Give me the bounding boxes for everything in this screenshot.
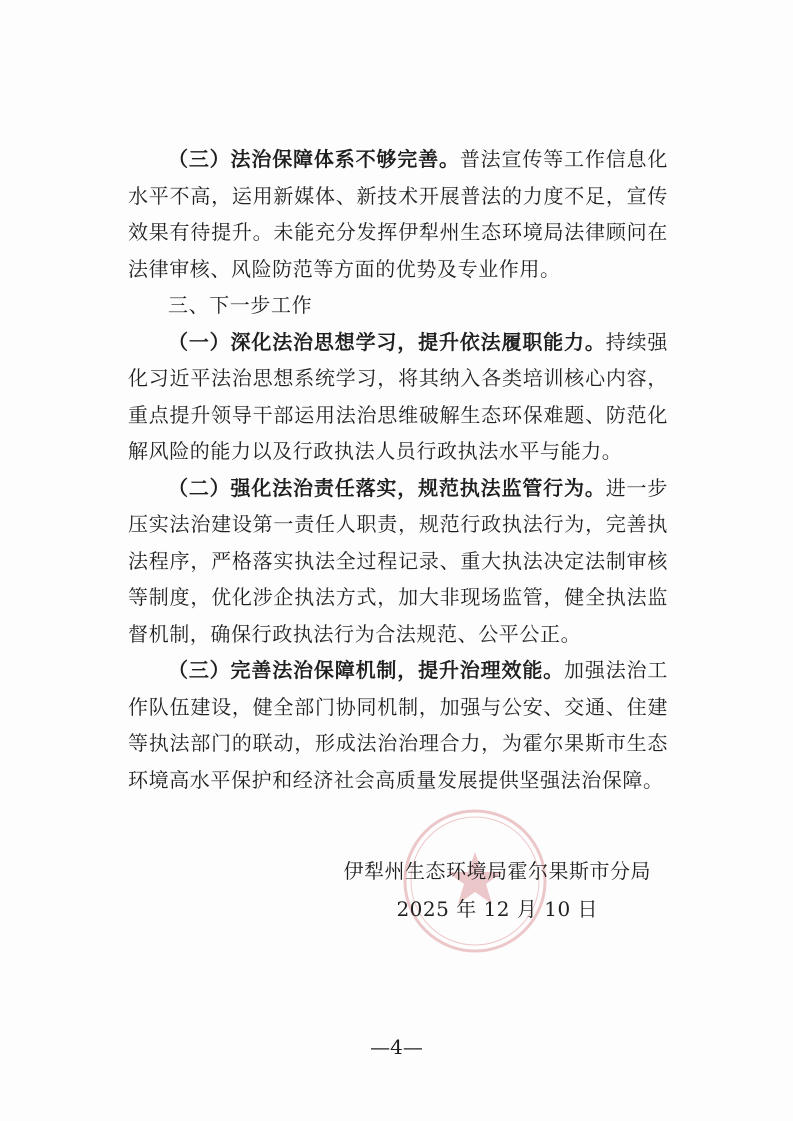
paragraph-lead: （一）深化法治思想学习，提升依法履职能力。	[168, 329, 606, 354]
paragraph-strengthen-responsibility	[128, 470, 668, 653]
section-heading-next-steps: 三、下一步工作	[168, 293, 313, 317]
document-body	[128, 141, 668, 798]
paragraph-deepen-study	[128, 324, 668, 470]
paragraph-text: 进一步压实法治建设第一责任人职责，规范行政执法行为，完善执法程序，严格落实执法全过程记录、重大执法决定法制审核等制度，优化涉企执法方式，加大非现场监管，健全执法监督机制，确保行政执法行为合法规范、公平公正。	[128, 475, 668, 646]
paragraph-text: 持续强化习近平法治思想系统学习，将其纳入各类培训核心内容，重点提升领导干部运用法治思维破解生态环保难题、防范化解风险的能力以及行政执法人员行政执法水平与能力。	[128, 329, 668, 463]
paragraph-lead: （三）完善法治保障机制，提升治理效能。	[168, 658, 565, 682]
page-number: —4—	[370, 1035, 423, 1059]
paragraph-legal-support-issue	[128, 141, 668, 287]
paragraph-lead: （二）强化法治责任落实，规范执法监管行为。	[168, 475, 606, 500]
paragraph-text: 加强法治工作队伍建设，健全部门协同机制，加强与公安、交通、住建等执法部门的联动，形成法治治理合力，为霍尔果斯市生态环境高水平保护和经济社会高质量发展提供坚强法治保障。	[128, 658, 669, 792]
paragraph-improve-mechanism	[128, 652, 668, 798]
paragraph-text: 普法宣传等工作信息化水平不高，运用新媒体、新技术开展普法的力度不足，宣传效果有待提升。未能充分发挥伊犁州生态环境局法律顾问在法律审核、风险防范等方面的优势及专业作用。	[128, 147, 669, 281]
paragraph-lead: （三）法治保障体系不够完善。	[168, 147, 460, 171]
signature-organization: 伊犁州生态环境局霍尔果斯市分局	[343, 859, 651, 883]
signature-date: 2025 年 12 月 10 日	[396, 897, 599, 921]
signature-block	[344, 852, 652, 928]
